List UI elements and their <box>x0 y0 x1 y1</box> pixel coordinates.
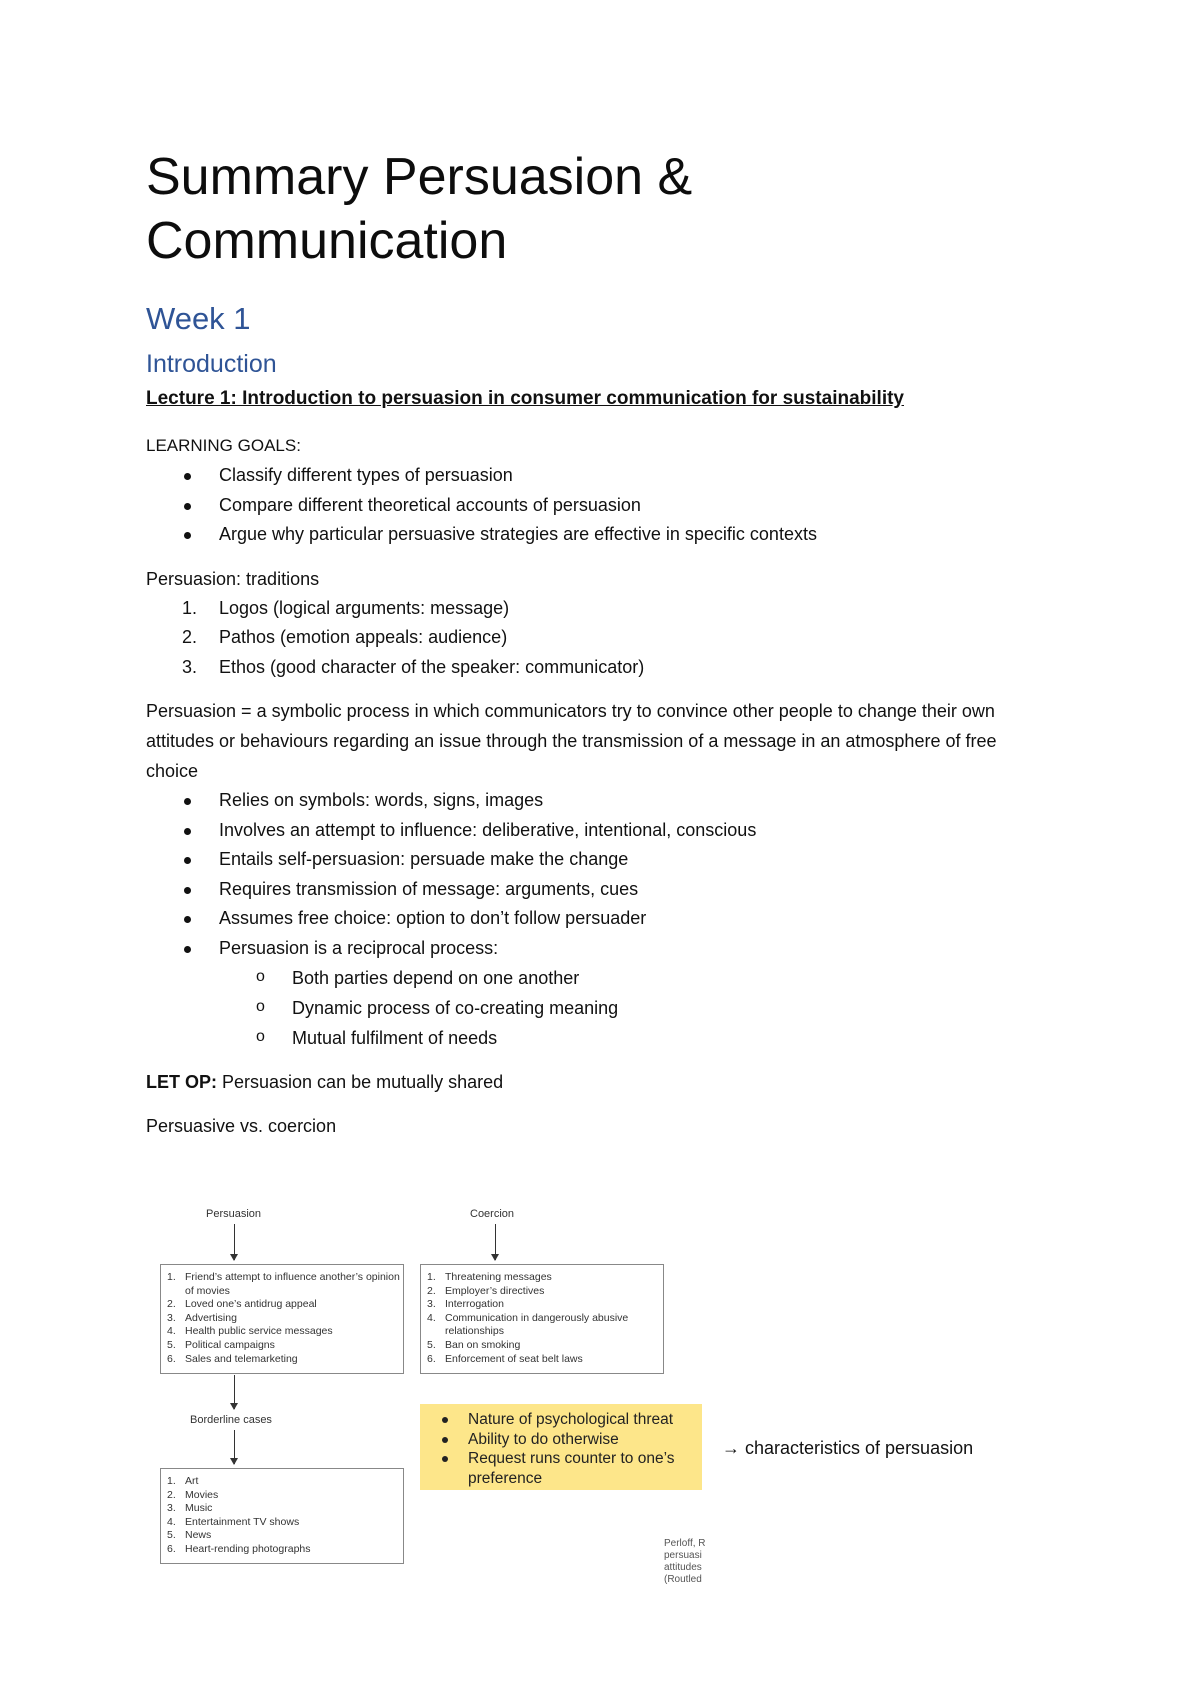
list-item: 4. Health public service messages <box>167 1325 333 1338</box>
list-item: Request runs counter to one’s preference <box>438 1449 702 1488</box>
list-item: Requires transmission of message: arguments, cues <box>146 875 1046 905</box>
bullet-icon <box>184 532 191 539</box>
list-item: 6. Heart-rending photographs <box>167 1542 311 1555</box>
bullet-icon <box>184 798 191 805</box>
list-item: 5. Political campaigns <box>167 1338 275 1351</box>
list-item: Argue why particular persuasive strategies are effective in specific contexts <box>146 520 1046 550</box>
highlight-box <box>420 1404 702 1490</box>
list-item: 1. Art <box>167 1475 199 1487</box>
traditions-label: Persuasion: traditions <box>146 568 320 589</box>
bullet-icon <box>184 857 191 864</box>
arrow-down-icon <box>234 1224 235 1260</box>
list-item: Classify different types of persuasion <box>146 461 1046 491</box>
list-item: 3. Ethos (good character of the speaker: communicator) <box>182 656 645 677</box>
list-item: 4. Entertainment TV shows <box>167 1515 300 1528</box>
persuasion-coercion-figure <box>146 1208 1046 1598</box>
let-op-note: LET OP: Persuasion can be mutually shared <box>146 1072 504 1092</box>
characteristics-note: → characteristics of persuasion <box>722 1438 974 1458</box>
coercion-items <box>427 1271 663 1366</box>
bullet-icon <box>442 1437 448 1443</box>
document-body <box>146 145 1046 1141</box>
list-item: Nature of psychological threat <box>438 1410 702 1430</box>
definition-paragraph: Persuasion = a symbolic process in which communicators try to convince other people to change their own attitudes or behaviours regarding an issue through the transmission of a message in an atmosphere of free choice <box>146 701 997 781</box>
learning-goals-label: LEARNING GOALS: <box>146 436 301 455</box>
list-item: 1. Threatening messages <box>427 1271 552 1283</box>
list-item: 4. Communication in dangerously abusive relationships <box>427 1311 629 1338</box>
list-item: 6. Enforcement of seat belt laws <box>427 1352 583 1365</box>
list-item: 2. Pathos (emotion appeals: audience) <box>182 627 508 647</box>
list-item: Assumes free choice: option to don’t follow persuader <box>146 904 1046 934</box>
bullet-icon <box>184 887 191 894</box>
borderline-label: Borderline cases <box>190 1414 272 1426</box>
coercion-label: Coercion <box>470 1208 515 1220</box>
list-item: Persuasion is a reciprocal process: <box>146 934 1046 964</box>
list-item: 5. News <box>167 1529 212 1542</box>
lecture-heading: Lecture 1: Introduction to persuasion in consumer communication for sustainability <box>146 388 904 409</box>
document-title: Summary Persuasion & Communication <box>146 148 693 270</box>
arrow-down-icon <box>234 1375 235 1409</box>
list-item: 2. Employer’s directives <box>427 1284 545 1297</box>
reciprocal-sublist <box>146 963 1046 1053</box>
persuasion-items <box>167 1271 403 1366</box>
list-item: o Mutual fulfilment of needs <box>146 1023 1046 1053</box>
vs-label: Persuasive vs. coercion <box>146 1116 337 1136</box>
arrow-down-icon <box>495 1224 496 1260</box>
learning-goals-list <box>146 461 1046 550</box>
bullet-icon <box>184 946 191 953</box>
list-item: Ability to do otherwise <box>438 1430 702 1450</box>
arrow-down-icon <box>234 1430 235 1464</box>
list-item: 3. Advertising <box>167 1311 237 1324</box>
section-heading: Introduction <box>146 350 277 378</box>
list-item: 2. Loved one’s antidrug appeal <box>167 1298 317 1311</box>
bullet-icon <box>442 1417 448 1423</box>
persuasion-box <box>160 1264 404 1374</box>
list-item: o Both parties depend on one another <box>146 963 1046 993</box>
list-item: 3. Interrogation <box>427 1298 504 1311</box>
circle-bullet-icon: o <box>256 1028 265 1045</box>
bullet-icon <box>442 1456 448 1462</box>
citation-fragment: Perloff, R persuasi attitudes (Routled <box>664 1538 706 1585</box>
list-item: Compare different theoretical accounts of persuasion <box>146 491 1046 521</box>
characteristics-list <box>146 786 1046 963</box>
bullet-icon <box>184 503 191 510</box>
list-item: 5. Ban on smoking <box>427 1338 521 1351</box>
highlight-items <box>438 1410 702 1488</box>
list-item: Involves an attempt to influence: deliberative, intentional, conscious <box>146 816 1046 846</box>
list-item: 1. Logos (logical arguments: message) <box>182 597 510 618</box>
borderline-items <box>167 1475 403 1557</box>
persuasion-label: Persuasion <box>206 1208 262 1220</box>
list-item: Entails self-persuasion: persuade make the change <box>146 845 1046 875</box>
circle-bullet-icon: o <box>256 968 265 985</box>
bullet-icon <box>184 473 191 480</box>
list-item: 6. Sales and telemarketing <box>167 1352 298 1365</box>
week-heading: Week 1 <box>146 301 251 336</box>
coercion-box <box>420 1264 664 1374</box>
list-item: 1. Friend’s attempt to influence another’s opinion of movies <box>167 1271 400 1297</box>
circle-bullet-icon: o <box>256 998 265 1015</box>
traditions-list <box>146 594 1046 683</box>
list-item: 2. Movies <box>167 1488 219 1501</box>
bullet-icon <box>184 828 191 835</box>
bullet-icon <box>184 916 191 923</box>
list-item: 3. Music <box>167 1502 213 1515</box>
list-item: Relies on symbols: words, signs, images <box>146 786 1046 816</box>
list-item: o Dynamic process of co-creating meaning <box>146 993 1046 1023</box>
borderline-box <box>160 1468 404 1564</box>
